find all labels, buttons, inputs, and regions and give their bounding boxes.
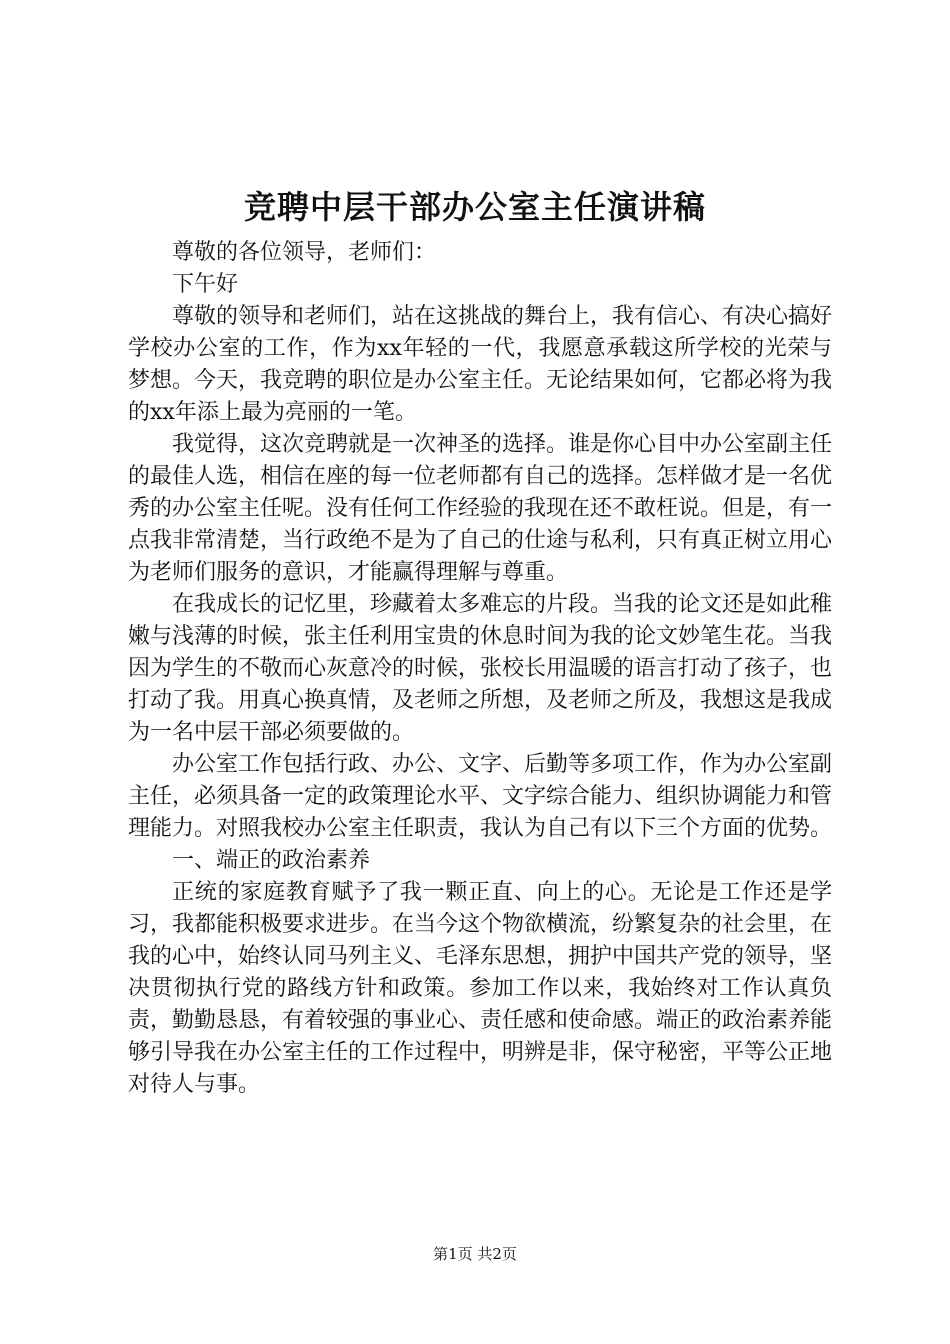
salutation: 尊敬的各位领导，老师们：	[172, 240, 437, 265]
body-paragraph: 尊敬的领导和老师们，站在这挑战的舞台上，我有信心、有决心搞好学校办公室的工作，作为xx年轻的一代，我愿意承载这所学校的光荣与梦想。今天，我竞聘的职位是办公室主任。无论结果如何，它都必将为我的xx年添上最为亮丽的一笔。	[128, 304, 833, 425]
body-paragraph: 正统的家庭教育赋予了我一颗正直、向上的心。无论是工作还是学习，我都能积极要求进步。在当今这个物欲横流，纷繁复杂的社会里，在我的心中，始终认同马列主义、毛泽东思想，拥护中国共产党的领导，坚决贯彻执行党的路线方针和政策。参加工作以来，我始终对工作认真负责，勤勤恳恳，有着较强的事业心、责任感和使命感。端正的政治素养能够引导我在办公室主任的工作过程中，明辨是非，保守秘密，平等公正地对待人与事。	[128, 880, 833, 1097]
page-number-footer: 第1页 共2页	[433, 1245, 517, 1263]
section-heading: 一、端正的政治素养	[172, 848, 371, 873]
document-body	[128, 237, 832, 1101]
greeting: 下午好	[172, 272, 239, 297]
document-title: 竞聘中层干部办公室主任演讲稿	[243, 188, 706, 226]
body-paragraph: 办公室工作包括行政、办公、文字、后勤等多项工作，作为办公室副主任，必须具备一定的政策理论水平、文字综合能力、组织协调能力和管理能力。对照我校办公室主任职责，我认为自己有以下三个方面的优势。	[128, 752, 833, 841]
body-paragraph: 我觉得，这次竞聘就是一次神圣的选择。谁是你心目中办公室副主任的最佳人选，相信在座的每一位老师都有自己的选择。怎样做才是一名优秀的办公室主任呢。没有任何工作经验的我现在还不敢枉说。但是，有一点我非常清楚，当行政绝不是为了自己的仕途与私利，只有真正树立用心为老师们服务的意识，才能赢得理解与尊重。	[128, 432, 833, 585]
body-paragraph: 在我成长的记忆里，珍藏着太多难忘的片段。当我的论文还是如此稚嫩与浅薄的时候，张主任利用宝贵的休息时间为我的论文妙笔生花。当我因为学生的不敬而心灰意冷的时候，张校长用温暖的语言打动了孩子，也打动了我。用真心换真情，及老师之所想，及老师之所及，我想这是我成为一名中层干部必须要做的。	[128, 592, 833, 745]
